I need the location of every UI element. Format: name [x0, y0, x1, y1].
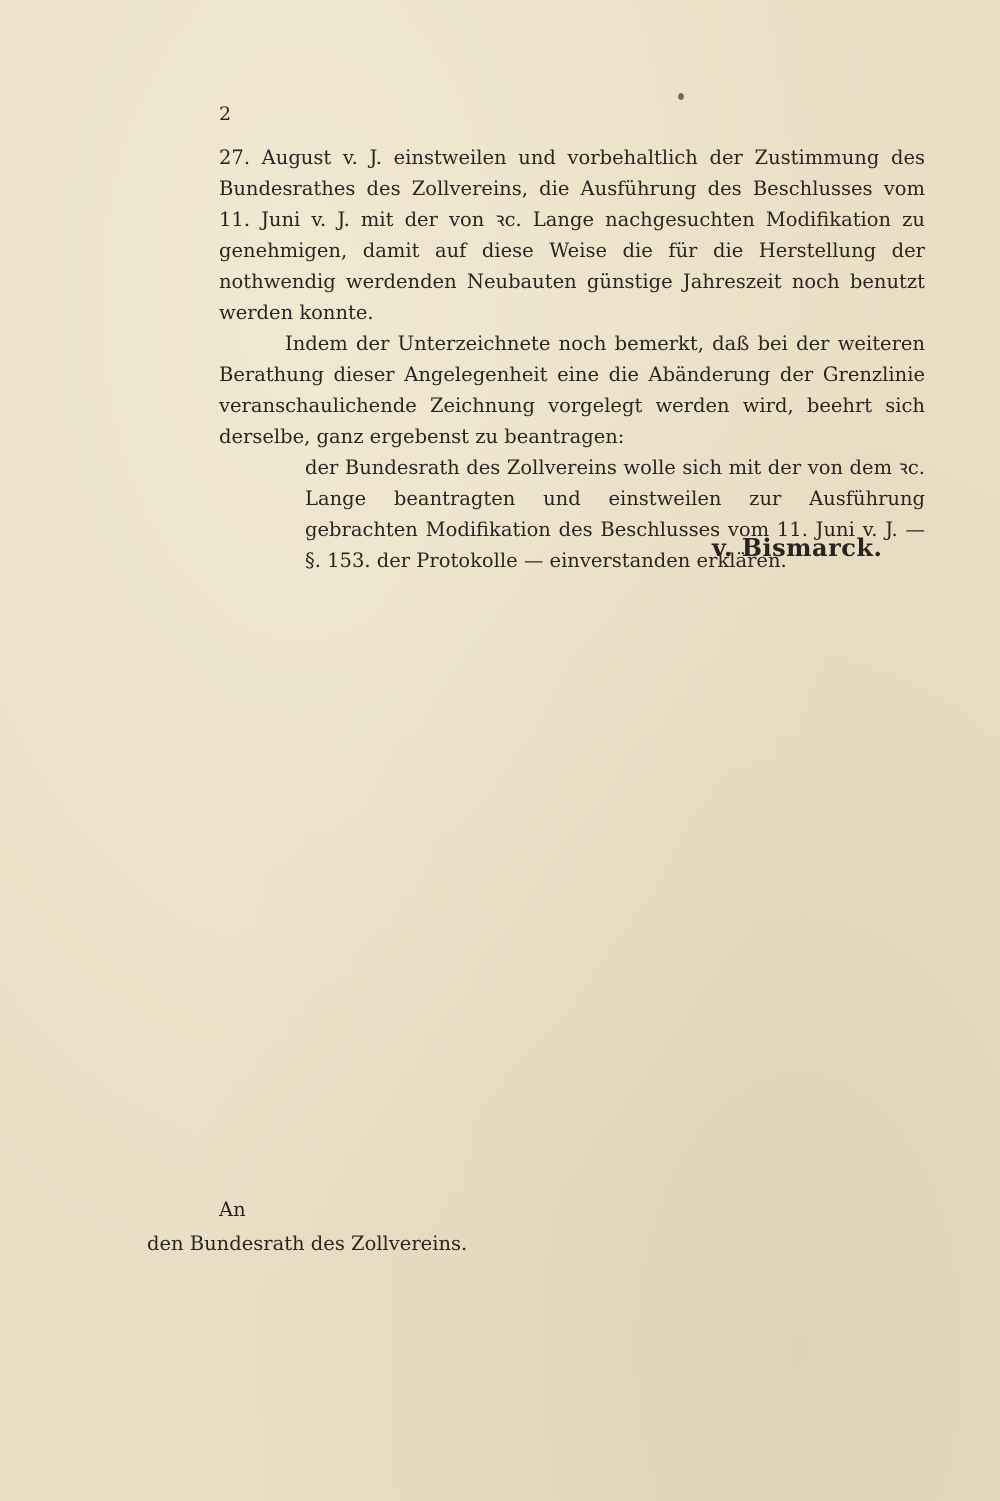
signature: v. Bismarck.	[712, 533, 883, 562]
address-line-to: An	[219, 1198, 246, 1221]
paragraph-motion: der Bundesrath des Zollvereins wolle sich mit der von dem ꝛc. Lange beantragten und einstweilen zur Ausführung gebrachten Modifikation des Beschlusses vom 11. Juni v. J. — §. 153. der Protokolle — einverstanden erklären.	[305, 456, 925, 572]
paragraph-continuation: 27. August v. J. einstweilen und vorbehaltlich der Zustimmung des Bundesrathes des Zollvereins, die Ausführung des Beschlusses vom 11. Juni v. J. mit der von ꝛc. Lange nachgesuchten Modifikation zu genehmigen, damit auf diese Weise die für die Herstellung der nothwendig werdenden Neubauten günstige Jahreszeit noch benutzt werden konnte.	[219, 146, 925, 324]
body-text	[219, 142, 925, 576]
page-number: 2	[219, 103, 232, 125]
address-recipient: den Bundesrath des Zollvereins.	[147, 1232, 468, 1255]
address-block	[147, 1193, 468, 1261]
ink-speck	[678, 93, 684, 100]
paragraph-motion-intro: Indem der Unterzeichnete noch bemerkt, daß bei der weiteren Berathung dieser Angelegenheit eine die Abänderung der Grenzlinie veranschaulichende Zeichnung vorgelegt werden wird, beehrt sich derselbe, ganz ergebenst zu beantragen:	[219, 332, 925, 448]
